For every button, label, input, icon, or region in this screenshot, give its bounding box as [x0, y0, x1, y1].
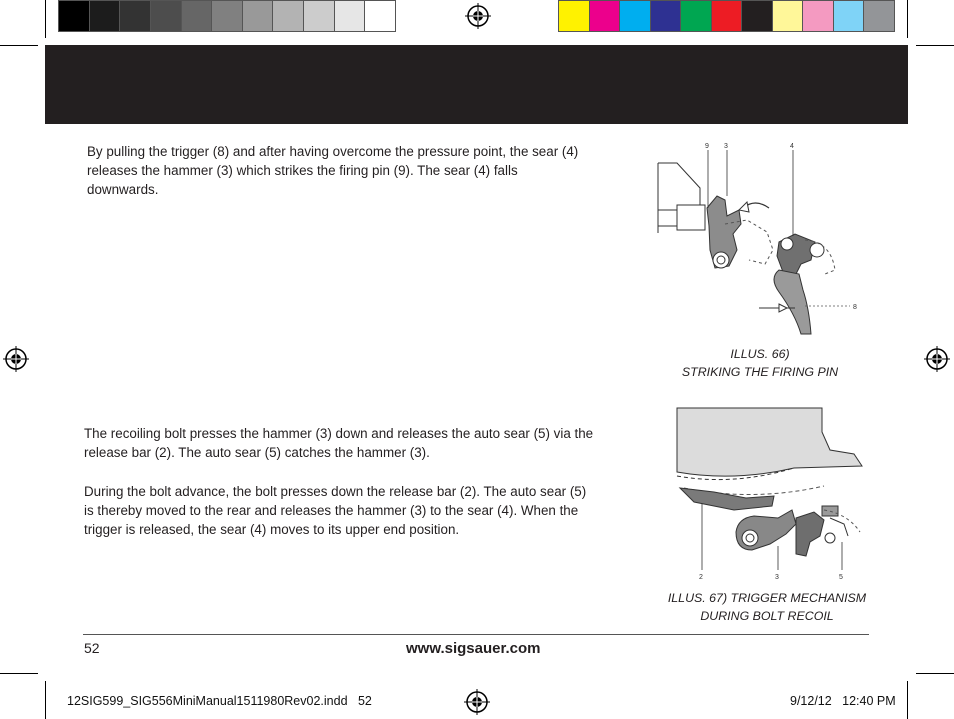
crop-mark — [907, 0, 908, 38]
firing-pin-diagram — [655, 138, 865, 338]
illus66-caption-line1: ILLUS. 66) — [730, 347, 790, 361]
section1-paragraph: By pulling the trigger (8) and after having overcome the pressure point, the sear (4) releases the hammer (3) which strikes the firing pin (9). The sear (4) falls downwards. — [87, 144, 579, 197]
registration-mark-icon — [465, 3, 491, 29]
color-swatch — [150, 0, 182, 32]
illus67-caption-line1: ILLUS. 67) TRIGGER MECHANISM — [667, 591, 867, 605]
diagram-label: 8 — [853, 304, 857, 311]
color-swatch — [802, 0, 834, 32]
color-swatch — [619, 0, 651, 32]
color-swatch — [680, 0, 712, 32]
crop-mark — [0, 45, 38, 46]
color-swatch — [558, 0, 590, 32]
color-swatch — [650, 0, 682, 32]
footer-rule — [83, 634, 869, 635]
header-bar — [45, 45, 908, 124]
color-swatch — [119, 0, 151, 32]
color-swatch — [364, 0, 396, 32]
color-swatch-strip — [558, 0, 894, 32]
crop-mark — [916, 45, 954, 46]
diagram-label: 2 — [699, 574, 703, 581]
color-swatch — [863, 0, 895, 32]
color-swatch — [272, 0, 304, 32]
diagram-label: 9 — [705, 143, 709, 150]
slug-filename: 12SIG599_SIG556MiniManual1511980Rev02.indd 52 — [67, 694, 372, 708]
illus66-caption-line2: STRIKING THE FIRING PIN — [681, 365, 839, 379]
website-link[interactable]: www.sigsauer.com — [406, 640, 541, 657]
color-swatch — [58, 0, 90, 32]
diagram-label: 3 — [724, 143, 728, 150]
color-swatch — [772, 0, 804, 32]
crop-mark — [45, 681, 46, 719]
color-swatch — [741, 0, 773, 32]
trigger-mechanism-diagram — [674, 406, 866, 586]
slug-datetime: 9/12/12 12:40 PM — [790, 694, 896, 708]
crop-mark — [0, 673, 38, 674]
section2-paragraph-2: During the bolt advance, the bolt presses down the release bar (2). The auto sear (5) is thereby moved to the rear and releases the hammer (3) to the sear (4). When the trigger is released, the sear (4) moves to its upper end position. — [84, 484, 587, 537]
registration-mark-icon — [3, 346, 29, 372]
color-swatch — [242, 0, 274, 32]
crop-mark — [45, 0, 46, 38]
registration-mark-icon — [924, 346, 950, 372]
color-swatch — [589, 0, 621, 32]
crop-mark — [916, 673, 954, 674]
gray-swatch-strip — [58, 0, 395, 32]
color-swatch — [833, 0, 865, 32]
color-swatch — [89, 0, 121, 32]
color-swatch — [211, 0, 243, 32]
diagram-label: 5 — [839, 574, 843, 581]
page-number: 52 — [84, 640, 100, 656]
diagram-label: 4 — [790, 143, 794, 150]
color-swatch — [334, 0, 366, 32]
registration-mark-icon — [464, 689, 490, 715]
section2-paragraph-1: The recoiling bolt presses the hammer (3) down and releases the auto sear (5) via the release bar (2). The auto sear (5) catches the hammer (3). — [84, 426, 594, 460]
crop-mark — [907, 681, 908, 719]
illus67-caption-line2: DURING BOLT RECOIL — [700, 609, 834, 623]
illus67-caption — [650, 589, 884, 625]
illus66-caption — [660, 345, 860, 381]
color-swatch — [711, 0, 743, 32]
color-swatch — [181, 0, 213, 32]
color-swatch — [303, 0, 335, 32]
diagram-label: 3 — [775, 574, 779, 581]
